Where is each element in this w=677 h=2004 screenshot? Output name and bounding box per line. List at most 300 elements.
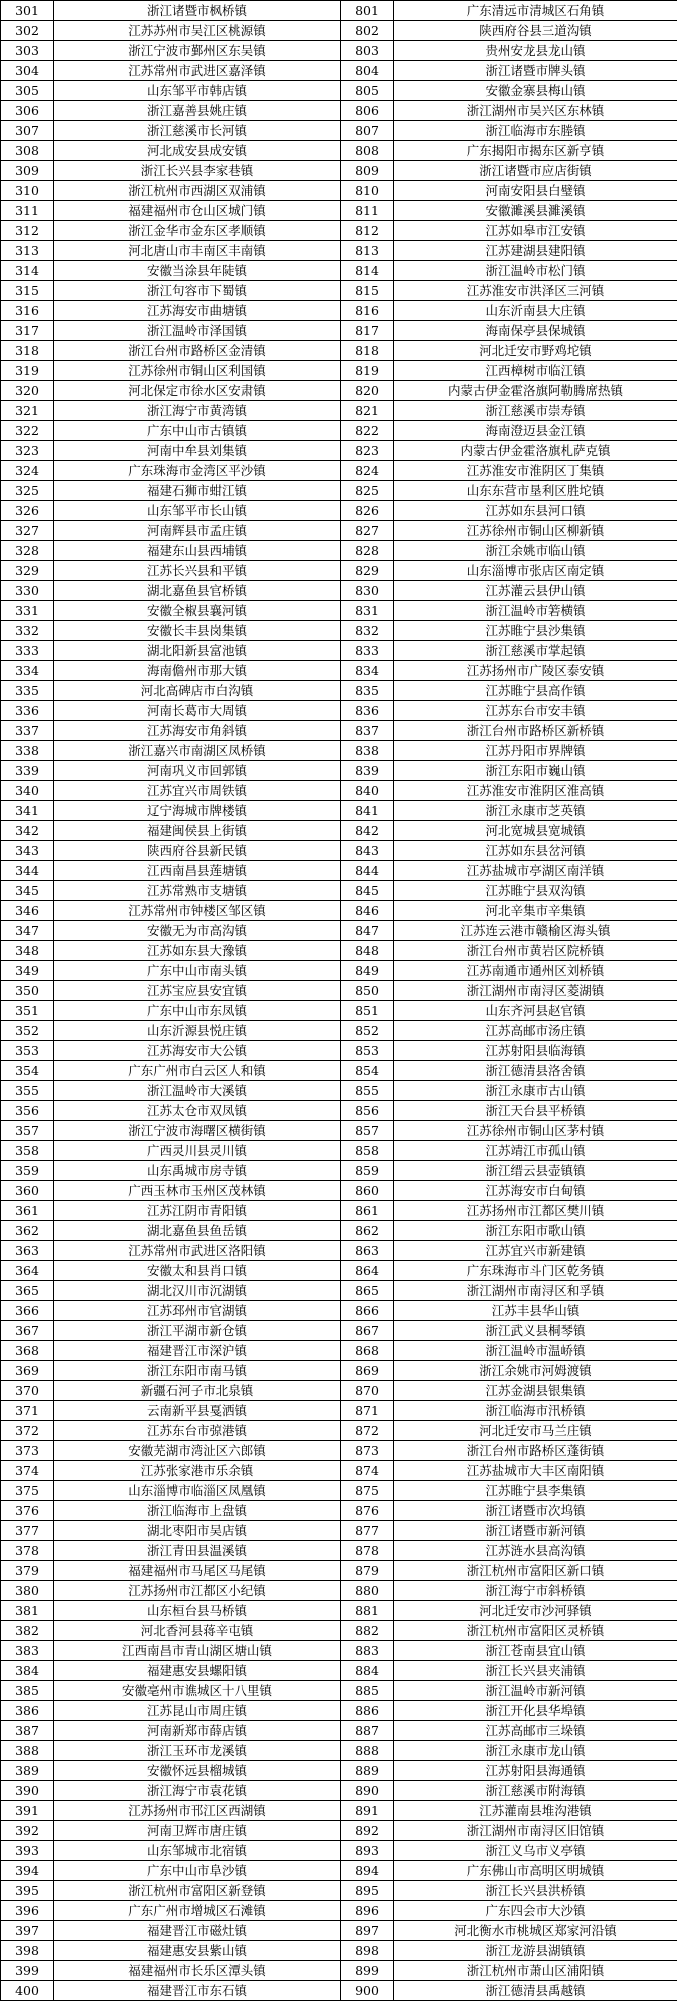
rank-cell: 337 <box>1 721 54 741</box>
table-row <box>1 301 677 321</box>
table-row <box>1 1121 677 1141</box>
rank-cell: 848 <box>341 941 394 961</box>
rank-cell: 825 <box>341 481 394 501</box>
town-cell: 江苏海安市白甸镇 <box>394 1181 677 1201</box>
table-row <box>1 621 677 641</box>
town-cell: 河北高碑店市白沟镇 <box>54 681 341 701</box>
town-cell: 江苏如东县岔河镇 <box>394 841 677 861</box>
town-cell: 江苏常熟市支塘镇 <box>54 881 341 901</box>
rank-cell: 315 <box>1 281 54 301</box>
town-cell: 河北唐山市丰南区丰南镇 <box>54 241 341 261</box>
rank-cell: 388 <box>1 1741 54 1761</box>
town-cell: 安徽金寨县梅山镇 <box>394 81 677 101</box>
town-cell: 浙江诸暨市应店街镇 <box>394 161 677 181</box>
table-row <box>1 421 677 441</box>
town-cell: 浙江诸暨市牌头镇 <box>394 61 677 81</box>
rank-cell: 883 <box>341 1641 394 1661</box>
town-cell: 江苏宜兴市新建镇 <box>394 1241 677 1261</box>
table-row <box>1 961 677 981</box>
town-cell: 江苏丰县华山镇 <box>394 1301 677 1321</box>
table-row <box>1 361 677 381</box>
rank-cell: 850 <box>341 981 394 1001</box>
rank-cell: 368 <box>1 1341 54 1361</box>
table-row <box>1 1941 677 1961</box>
rank-cell: 845 <box>341 881 394 901</box>
table-row <box>1 1501 677 1521</box>
town-cell: 福建东山县西埔镇 <box>54 541 341 561</box>
table-row <box>1 1161 677 1181</box>
table-row <box>1 1301 677 1321</box>
table-row <box>1 1381 677 1401</box>
rank-cell: 833 <box>341 641 394 661</box>
rank-cell: 311 <box>1 201 54 221</box>
rank-cell: 363 <box>1 1241 54 1261</box>
rank-cell: 378 <box>1 1541 54 1561</box>
town-cell: 浙江武义县桐琴镇 <box>394 1321 677 1341</box>
town-cell: 山东邹城市北宿镇 <box>54 1841 341 1861</box>
town-cell: 广东珠海市斗门区乾务镇 <box>394 1261 677 1281</box>
town-cell: 浙江湖州市南浔区和孚镇 <box>394 1281 677 1301</box>
town-cell: 安徽濉溪县濉溪镇 <box>394 201 677 221</box>
rank-cell: 854 <box>341 1061 394 1081</box>
rank-cell: 390 <box>1 1781 54 1801</box>
rank-cell: 888 <box>341 1741 394 1761</box>
town-cell: 内蒙古伊金霍洛旗札萨克镇 <box>394 441 677 461</box>
table-row <box>1 1981 677 2001</box>
town-cell: 山东邹平市韩店镇 <box>54 81 341 101</box>
town-cell: 江苏睢宁县李集镇 <box>394 1481 677 1501</box>
rank-cell: 321 <box>1 401 54 421</box>
rank-cell: 846 <box>341 901 394 921</box>
rank-cell: 348 <box>1 941 54 961</box>
rank-cell: 810 <box>341 181 394 201</box>
rank-cell: 894 <box>341 1861 394 1881</box>
rank-cell: 326 <box>1 501 54 521</box>
rank-cell: 857 <box>341 1121 394 1141</box>
rank-cell: 859 <box>341 1161 394 1181</box>
town-cell: 浙江诸暨市次坞镇 <box>394 1501 677 1521</box>
town-cell: 江苏宜兴市周铁镇 <box>54 781 341 801</box>
table-row <box>1 1641 677 1661</box>
town-cell: 江苏如东县河口镇 <box>394 501 677 521</box>
town-cell: 浙江慈溪市长河镇 <box>54 121 341 141</box>
table-row <box>1 981 677 1001</box>
rank-cell: 853 <box>341 1041 394 1061</box>
table-row <box>1 801 677 821</box>
rank-cell: 896 <box>341 1901 394 1921</box>
town-cell: 广东广州市白云区人和镇 <box>54 1061 341 1081</box>
rank-cell: 364 <box>1 1261 54 1281</box>
rank-cell: 872 <box>341 1421 394 1441</box>
rank-cell: 375 <box>1 1481 54 1501</box>
rank-cell: 889 <box>341 1761 394 1781</box>
table-row <box>1 1081 677 1101</box>
town-cell: 浙江台州市路桥区金清镇 <box>54 341 341 361</box>
rank-cell: 835 <box>341 681 394 701</box>
town-cell: 江苏张家港市乐余镇 <box>54 1461 341 1481</box>
table-row <box>1 61 677 81</box>
town-cell: 浙江温岭市松门镇 <box>394 261 677 281</box>
table-row <box>1 1701 677 1721</box>
town-cell: 河北宽城县宽城镇 <box>394 821 677 841</box>
town-cell: 陕西府谷县新民镇 <box>54 841 341 861</box>
rank-cell: 858 <box>341 1141 394 1161</box>
table-row <box>1 1001 677 1021</box>
town-cell: 江苏常州市武进区嘉泽镇 <box>54 61 341 81</box>
rank-cell: 353 <box>1 1041 54 1061</box>
town-cell: 浙江嘉兴市南湖区凤桥镇 <box>54 741 341 761</box>
rank-cell: 385 <box>1 1681 54 1701</box>
rank-cell: 851 <box>341 1001 394 1021</box>
rank-cell: 868 <box>341 1341 394 1361</box>
town-cell: 浙江东阳市南马镇 <box>54 1361 341 1381</box>
rank-cell: 877 <box>341 1521 394 1541</box>
rank-cell: 369 <box>1 1361 54 1381</box>
table-row <box>1 1961 677 1981</box>
table-row <box>1 541 677 561</box>
rank-cell: 352 <box>1 1021 54 1041</box>
table-row <box>1 1561 677 1581</box>
rank-cell: 318 <box>1 341 54 361</box>
rank-cell: 336 <box>1 701 54 721</box>
table-row <box>1 121 677 141</box>
town-cell: 江苏南通市通州区刘桥镇 <box>394 961 677 981</box>
town-cell: 江苏灌云县伊山镇 <box>394 581 677 601</box>
table-row <box>1 1221 677 1241</box>
table-row <box>1 1721 677 1741</box>
town-cell: 广西灵川县灵川镇 <box>54 1141 341 1161</box>
table-row <box>1 921 677 941</box>
town-cell: 浙江余姚市河姆渡镇 <box>394 1361 677 1381</box>
rank-cell: 869 <box>341 1361 394 1381</box>
town-cell: 河南巩义市回郭镇 <box>54 761 341 781</box>
rank-cell: 345 <box>1 881 54 901</box>
rank-cell: 832 <box>341 621 394 641</box>
town-cell: 浙江青田县温溪镇 <box>54 1541 341 1561</box>
rank-cell: 333 <box>1 641 54 661</box>
rank-cell: 830 <box>341 581 394 601</box>
rank-cell: 360 <box>1 1181 54 1201</box>
table-row <box>1 1281 677 1301</box>
town-cell: 浙江宁波市海曙区横街镇 <box>54 1121 341 1141</box>
table-row <box>1 241 677 261</box>
rank-cell: 309 <box>1 161 54 181</box>
table-row <box>1 21 677 41</box>
town-cell: 江苏太仓市双凤镇 <box>54 1101 341 1121</box>
rank-cell: 811 <box>341 201 394 221</box>
town-cell: 江苏睢宁县高作镇 <box>394 681 677 701</box>
table-row <box>1 581 677 601</box>
town-cell: 福建福州市长乐区潭头镇 <box>54 1961 341 1981</box>
rank-cell: 816 <box>341 301 394 321</box>
rank-cell: 398 <box>1 1941 54 1961</box>
town-cell: 浙江德清县洛舍镇 <box>394 1061 677 1081</box>
town-cell: 广东中山市南头镇 <box>54 961 341 981</box>
rank-cell: 332 <box>1 621 54 641</box>
rank-cell: 370 <box>1 1381 54 1401</box>
rank-cell: 812 <box>341 221 394 241</box>
rank-cell: 855 <box>341 1081 394 1101</box>
town-cell: 湖北阳新县富池镇 <box>54 641 341 661</box>
table-row <box>1 521 677 541</box>
table-row <box>1 701 677 721</box>
table-row <box>1 1681 677 1701</box>
rank-cell: 842 <box>341 821 394 841</box>
rank-cell: 393 <box>1 1841 54 1861</box>
table-row <box>1 1801 677 1821</box>
town-cell: 山东东营市垦利区胜坨镇 <box>394 481 677 501</box>
rank-cell: 878 <box>341 1541 394 1561</box>
town-cell: 新疆石河子市北泉镇 <box>54 1381 341 1401</box>
town-cell: 江苏睢宁县沙集镇 <box>394 621 677 641</box>
town-cell: 山东沂南县大庄镇 <box>394 301 677 321</box>
rank-cell: 801 <box>341 1 394 21</box>
rank-cell: 815 <box>341 281 394 301</box>
table-row <box>1 1401 677 1421</box>
town-cell: 福建福州市仓山区城门镇 <box>54 201 341 221</box>
rank-cell: 838 <box>341 741 394 761</box>
town-cell: 河北迁安市野鸡坨镇 <box>394 341 677 361</box>
town-cell: 山东淄博市临淄区凤凰镇 <box>54 1481 341 1501</box>
rank-cell: 359 <box>1 1161 54 1181</box>
town-cell: 江苏灌南县堆沟港镇 <box>394 1801 677 1821</box>
town-cell: 江苏长兴县和平镇 <box>54 561 341 581</box>
town-cell: 安徽当涂县年陡镇 <box>54 261 341 281</box>
rank-cell: 391 <box>1 1801 54 1821</box>
town-cell: 浙江杭州市西湖区双浦镇 <box>54 181 341 201</box>
rank-cell: 386 <box>1 1701 54 1721</box>
rank-cell: 372 <box>1 1421 54 1441</box>
town-cell: 浙江慈溪市崇寿镇 <box>394 401 677 421</box>
town-cell: 浙江永康市龙山镇 <box>394 1741 677 1761</box>
rank-cell: 819 <box>341 361 394 381</box>
town-cell: 浙江温岭市新河镇 <box>394 1681 677 1701</box>
town-cell: 江苏盐城市亭湖区南洋镇 <box>394 861 677 881</box>
town-cell: 浙江临海市上盘镇 <box>54 1501 341 1521</box>
town-cell: 浙江金华市金东区孝顺镇 <box>54 221 341 241</box>
table-row <box>1 1441 677 1461</box>
town-cell: 广东中山市古镇镇 <box>54 421 341 441</box>
town-cell: 海南儋州市那大镇 <box>54 661 341 681</box>
rank-cell: 308 <box>1 141 54 161</box>
rank-cell: 813 <box>341 241 394 261</box>
town-cell: 浙江永康市古山镇 <box>394 1081 677 1101</box>
table-row <box>1 1781 677 1801</box>
table-row <box>1 321 677 341</box>
rank-cell: 350 <box>1 981 54 1001</box>
town-cell: 江苏睢宁县双沟镇 <box>394 881 677 901</box>
rank-cell: 834 <box>341 661 394 681</box>
rank-cell: 330 <box>1 581 54 601</box>
rank-cell: 312 <box>1 221 54 241</box>
rank-cell: 892 <box>341 1821 394 1841</box>
town-cell: 浙江玉环市龙溪镇 <box>54 1741 341 1761</box>
rank-cell: 849 <box>341 961 394 981</box>
town-cell: 山东禹城市房寺镇 <box>54 1161 341 1181</box>
town-cell: 安徽亳州市谯城区十八里镇 <box>54 1681 341 1701</box>
rank-cell: 358 <box>1 1141 54 1161</box>
rank-cell: 323 <box>1 441 54 461</box>
rank-cell: 837 <box>341 721 394 741</box>
town-cell: 江苏连云港市赣榆区海头镇 <box>394 921 677 941</box>
table-row <box>1 341 677 361</box>
town-cell: 河北保定市徐水区安肃镇 <box>54 381 341 401</box>
town-cell: 浙江湖州市吴兴区东林镇 <box>394 101 677 121</box>
town-cell: 河南辉县市孟庄镇 <box>54 521 341 541</box>
town-cell: 江苏徐州市铜山区柳新镇 <box>394 521 677 541</box>
rank-cell: 334 <box>1 661 54 681</box>
town-cell: 浙江永康市芝英镇 <box>394 801 677 821</box>
rank-cell: 340 <box>1 781 54 801</box>
rank-cell: 871 <box>341 1401 394 1421</box>
rank-cell: 302 <box>1 21 54 41</box>
table-row <box>1 1101 677 1121</box>
town-cell: 浙江温岭市温峤镇 <box>394 1341 677 1361</box>
rank-cell: 806 <box>341 101 394 121</box>
town-cell: 江苏扬州市广陵区泰安镇 <box>394 661 677 681</box>
table-row <box>1 261 677 281</box>
town-cell: 广东珠海市金湾区平沙镇 <box>54 461 341 481</box>
rank-cell: 808 <box>341 141 394 161</box>
town-cell: 海南澄迈县金江镇 <box>394 421 677 441</box>
rank-cell: 861 <box>341 1201 394 1221</box>
town-cell: 浙江湖州市南浔区旧馆镇 <box>394 1821 677 1841</box>
rank-cell: 836 <box>341 701 394 721</box>
rank-cell: 847 <box>341 921 394 941</box>
rank-cell: 879 <box>341 1561 394 1581</box>
town-cell: 福建惠安县紫山镇 <box>54 1941 341 1961</box>
table-row <box>1 221 677 241</box>
rank-cell: 890 <box>341 1781 394 1801</box>
town-cell: 浙江长兴县夹浦镇 <box>394 1661 677 1681</box>
table-row <box>1 1741 677 1761</box>
town-cell: 贵州安龙县龙山镇 <box>394 41 677 61</box>
table-row <box>1 201 677 221</box>
town-cell: 内蒙古伊金霍洛旗阿勒腾席热镇 <box>394 381 677 401</box>
table-row <box>1 381 677 401</box>
rank-cell: 379 <box>1 1561 54 1581</box>
rank-cell: 329 <box>1 561 54 581</box>
rank-cell: 367 <box>1 1321 54 1341</box>
town-cell: 河北成安县成安镇 <box>54 141 341 161</box>
town-cell: 江苏常州市钟楼区邹区镇 <box>54 901 341 921</box>
town-cell: 河南中牟县刘集镇 <box>54 441 341 461</box>
rank-cell: 362 <box>1 1221 54 1241</box>
town-cell: 广东揭阳市揭东区新亨镇 <box>394 141 677 161</box>
table-row <box>1 1541 677 1561</box>
town-cell: 浙江嘉善县姚庄镇 <box>54 101 341 121</box>
rank-cell: 310 <box>1 181 54 201</box>
table-row <box>1 1321 677 1341</box>
town-cell: 浙江杭州市富阳区新口镇 <box>394 1561 677 1581</box>
rank-cell: 304 <box>1 61 54 81</box>
rank-cell: 307 <box>1 121 54 141</box>
town-cell: 安徽太和县肖口镇 <box>54 1261 341 1281</box>
town-cell: 广东清远市清城区石角镇 <box>394 1 677 21</box>
town-cell: 浙江杭州市萧山区浦阳镇 <box>394 1961 677 1981</box>
town-cell: 浙江东阳市巍山镇 <box>394 761 677 781</box>
rank-cell: 392 <box>1 1821 54 1841</box>
town-cell: 浙江长兴县洪桥镇 <box>394 1881 677 1901</box>
table-row <box>1 681 677 701</box>
rank-cell: 346 <box>1 901 54 921</box>
rank-cell: 864 <box>341 1261 394 1281</box>
town-cell: 安徽芜湖市湾沚区六郎镇 <box>54 1441 341 1461</box>
table-row <box>1 781 677 801</box>
town-cell: 江苏如皋市江安镇 <box>394 221 677 241</box>
town-cell: 江苏海安市大公镇 <box>54 1041 341 1061</box>
table-row <box>1 901 677 921</box>
rank-cell: 881 <box>341 1601 394 1621</box>
table-row <box>1 941 677 961</box>
rank-cell: 831 <box>341 601 394 621</box>
table-row <box>1 1621 677 1641</box>
table-row <box>1 281 677 301</box>
rank-cell: 863 <box>341 1241 394 1261</box>
town-cell: 江苏建湖县建阳镇 <box>394 241 677 261</box>
town-cell: 浙江苍南县宜山镇 <box>394 1641 677 1661</box>
town-cell: 江苏高邮市汤庄镇 <box>394 1021 677 1041</box>
table-row <box>1 601 677 621</box>
rank-cell: 344 <box>1 861 54 881</box>
town-cell: 浙江开化县华埠镇 <box>394 1701 677 1721</box>
rank-cell: 803 <box>341 41 394 61</box>
rank-cell: 331 <box>1 601 54 621</box>
table-row <box>1 141 677 161</box>
rank-cell: 823 <box>341 441 394 461</box>
town-cell: 浙江诸暨市新河镇 <box>394 1521 677 1541</box>
rank-cell: 394 <box>1 1861 54 1881</box>
town-cell: 湖北汉川市沉湖镇 <box>54 1281 341 1301</box>
town-cell: 浙江余姚市临山镇 <box>394 541 677 561</box>
table-row <box>1 81 677 101</box>
rank-cell: 339 <box>1 761 54 781</box>
table-row <box>1 721 677 741</box>
town-cell: 浙江温岭市箬横镇 <box>394 601 677 621</box>
town-cell: 湖北枣阳市吴店镇 <box>54 1521 341 1541</box>
rank-cell: 875 <box>341 1481 394 1501</box>
town-cell: 江苏金湖县银集镇 <box>394 1381 677 1401</box>
town-cell: 江苏海安市角斜镇 <box>54 721 341 741</box>
rank-cell: 818 <box>341 341 394 361</box>
rank-cell: 317 <box>1 321 54 341</box>
table-row <box>1 1021 677 1041</box>
rank-cell: 898 <box>341 1941 394 1961</box>
table-row <box>1 1581 677 1601</box>
town-cell: 安徽无为市高沟镇 <box>54 921 341 941</box>
table-row <box>1 1041 677 1061</box>
rank-cell: 885 <box>341 1681 394 1701</box>
town-cell: 江苏淮安市洪泽区三河镇 <box>394 281 677 301</box>
town-cell: 浙江台州市路桥区新桥镇 <box>394 721 677 741</box>
rank-cell: 342 <box>1 821 54 841</box>
town-cell: 河北辛集市辛集镇 <box>394 901 677 921</box>
rank-cell: 867 <box>341 1321 394 1341</box>
rank-cell: 893 <box>341 1841 394 1861</box>
table-row <box>1 641 677 661</box>
town-cell: 江苏苏州市吴江区桃源镇 <box>54 21 341 41</box>
town-cell: 浙江台州市黄岩区院桥镇 <box>394 941 677 961</box>
town-cell: 江西樟树市临江镇 <box>394 361 677 381</box>
rank-cell: 325 <box>1 481 54 501</box>
rank-cell: 306 <box>1 101 54 121</box>
town-cell: 辽宁海城市牌楼镇 <box>54 801 341 821</box>
rank-cell: 400 <box>1 1981 54 2001</box>
rank-cell: 373 <box>1 1441 54 1461</box>
table-row <box>1 1861 677 1881</box>
town-cell: 福建晋江市深沪镇 <box>54 1341 341 1361</box>
town-cell: 江苏东台市安丰镇 <box>394 701 677 721</box>
